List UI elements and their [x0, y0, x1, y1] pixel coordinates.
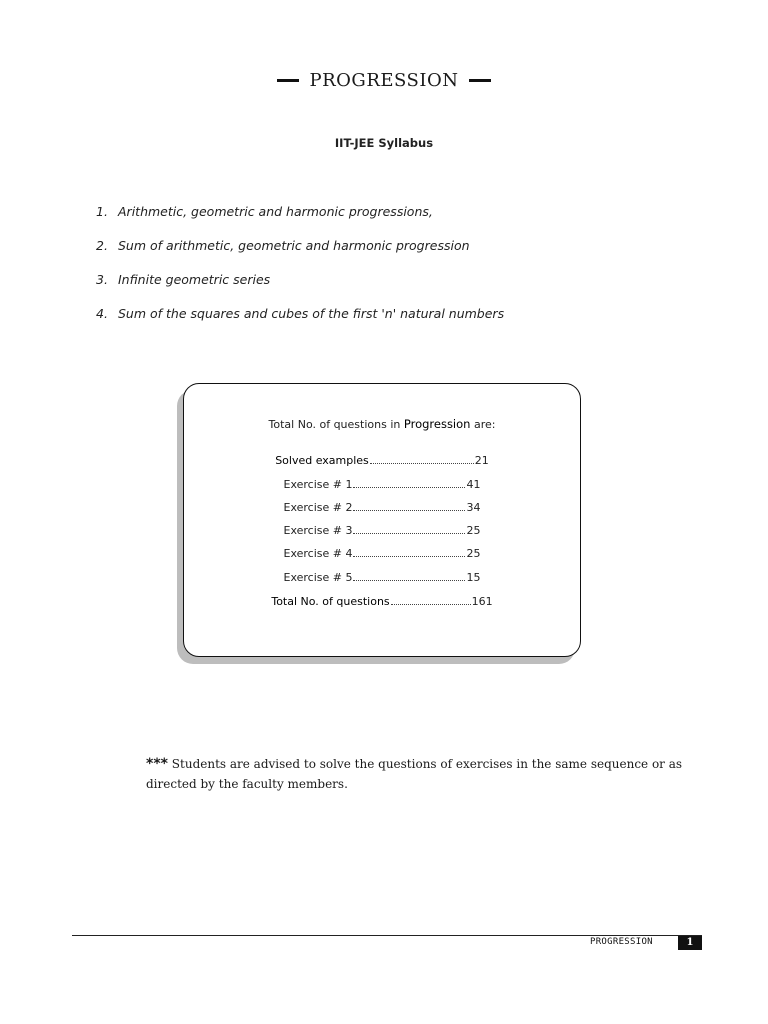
- question-count-box: [183, 383, 581, 657]
- syllabus-item: [96, 270, 504, 304]
- count-row-total: [184, 595, 580, 608]
- syllabus-item-number: 2.: [96, 238, 108, 253]
- syllabus-list: [96, 202, 504, 338]
- count-row-value: 25: [466, 524, 481, 537]
- question-box-heading: [184, 417, 580, 431]
- count-row-label: Exercise # 4: [283, 547, 353, 560]
- title-text: PROGRESSION: [309, 70, 459, 91]
- syllabus-subtitle: IIT-JEE Syllabus: [334, 136, 434, 150]
- dot-leader: [353, 571, 465, 581]
- count-row-label: Exercise # 2: [283, 501, 353, 514]
- syllabus-item: [96, 202, 504, 236]
- dot-leader: [353, 547, 465, 557]
- syllabus-item-number: 4.: [96, 306, 108, 321]
- count-row-exercise-5: [184, 571, 580, 584]
- syllabus-item-number: 1.: [96, 204, 108, 219]
- count-row-value: 15: [466, 571, 481, 584]
- title-left-dash: [277, 79, 299, 82]
- count-row-label: Exercise # 5: [283, 571, 353, 584]
- syllabus-item: [96, 304, 504, 338]
- count-row-label: Exercise # 3: [283, 524, 353, 537]
- dot-leader: [391, 595, 471, 605]
- syllabus-item-text: Infinite geometric series: [118, 272, 271, 287]
- count-row-solved-examples: [184, 454, 580, 467]
- syllabus-item-text: Sum of arithmetic, geometric and harmonic progression: [118, 238, 470, 253]
- count-row-value: 34: [466, 501, 481, 514]
- dot-leader: [370, 454, 474, 464]
- advisory-note: [146, 754, 686, 794]
- count-row-exercise-3: [184, 524, 580, 537]
- footer-chapter-label: PROGRESSION: [590, 937, 653, 947]
- heading-topic: Progression: [403, 417, 471, 431]
- syllabus-item-text: Arithmetic, geometric and harmonic progressions,: [118, 204, 433, 219]
- count-row-exercise-2: [184, 501, 580, 514]
- count-row-exercise-1: [184, 478, 580, 491]
- page-number: 1: [678, 936, 702, 950]
- count-row-value: 41: [466, 478, 481, 491]
- heading-prefix: Total No. of questions in: [268, 418, 401, 431]
- count-row-exercise-4: [184, 547, 580, 560]
- count-row-label: Solved examples: [275, 454, 369, 467]
- dot-leader: [353, 501, 465, 511]
- dot-leader: [353, 524, 465, 534]
- page-title: [0, 70, 768, 91]
- note-stars: ***: [146, 756, 168, 772]
- syllabus-item: [96, 236, 504, 270]
- count-row-value: 21: [474, 454, 489, 467]
- dot-leader: [353, 478, 465, 488]
- count-row-value: 161: [471, 595, 493, 608]
- title-right-dash: [469, 79, 491, 82]
- count-row-label: Total No. of questions: [271, 595, 390, 608]
- heading-suffix: are:: [473, 418, 496, 431]
- count-row-label: Exercise # 1: [283, 478, 353, 491]
- note-text: Students are advised to solve the questions of exercises in the same sequence or as directed by the faculty members.: [146, 757, 683, 791]
- count-row-value: 25: [466, 547, 481, 560]
- footer-divider: [72, 935, 702, 936]
- syllabus-item-number: 3.: [96, 272, 108, 287]
- syllabus-item-text: Sum of the squares and cubes of the first 'n' natural numbers: [118, 306, 505, 321]
